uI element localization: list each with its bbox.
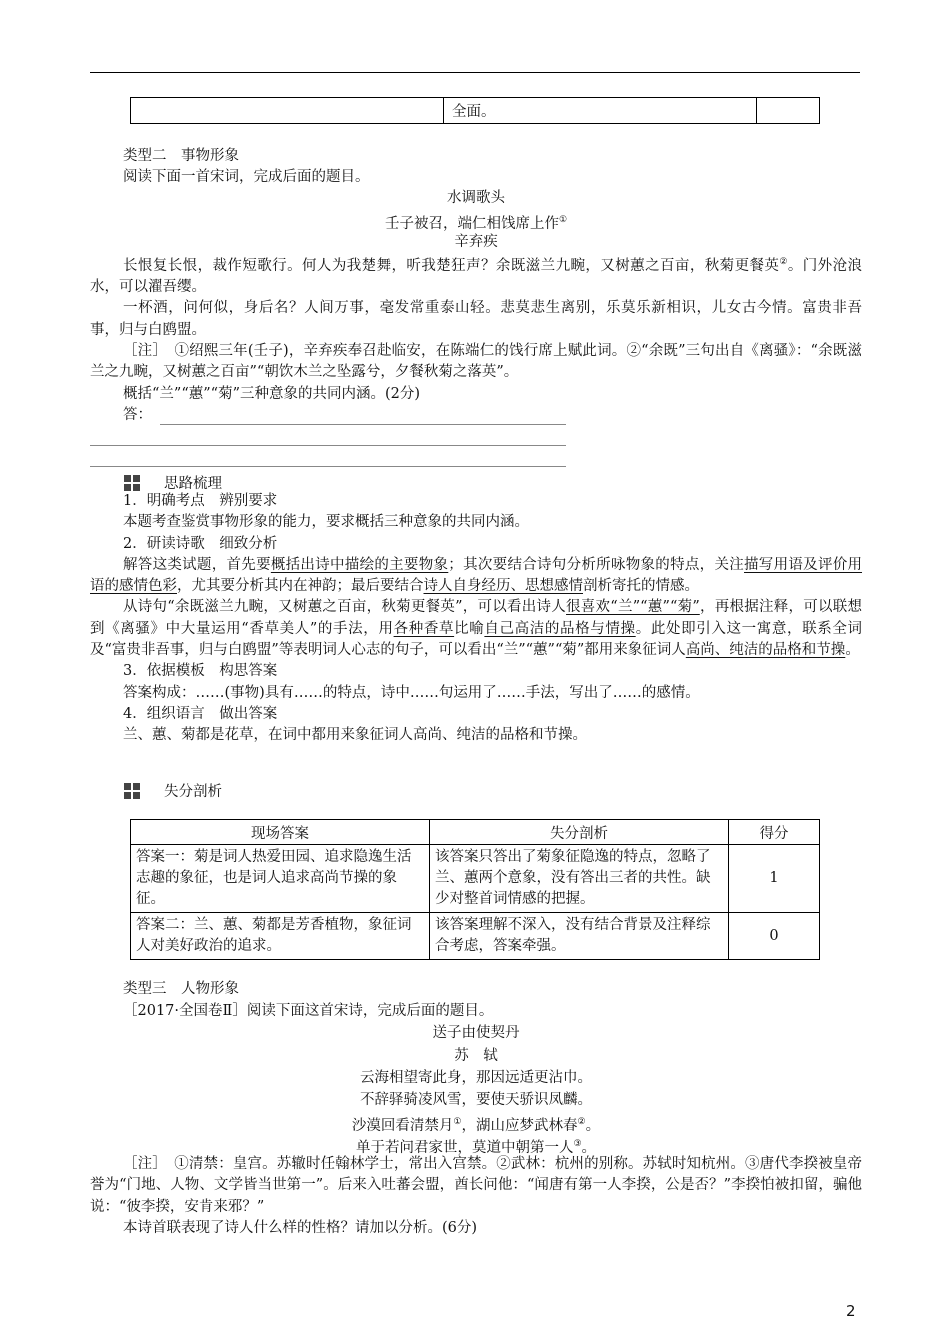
step-text: 兰、蕙、菊都是花草，在词中都用来象征词人高尚、纯洁的品格和节操。 [123,727,587,744]
answer-line[interactable] [90,466,566,467]
loss-heading: 失分剖析 [124,780,222,801]
poem-title: 送子由使契丹 [432,1025,520,1041]
step-paragraph: 解答这类试题，首先要概括出诗中描绘的主要物象；其次要结合诗句分析所咏物象的特点，关注描写用语及评价用语的感情色彩，尤其要分析其内在神韵；最后要结合诗人自身经历、思想感情剖析寄托的情感。 [90,556,863,595]
poem-note: ［注］ ①绍熙三年(壬子)，辛弃疾奉召赴临安，在陈端仁的饯行席上赋此词。②“余既”三句出自《离骚》：“余既滋兰之九畹，又树蕙之百亩”“朝饮木兰之坠露兮，夕餐秋菊之落英”。 [90,343,862,381]
score-cell: 1 [729,845,820,913]
answer-line[interactable] [160,424,566,425]
column-header: 得分 [729,820,820,845]
question: 概括“兰”“蕙”“菊”三种意象的共同内涵。(2分) [123,385,421,402]
table-row [131,913,820,960]
loss-table [130,819,820,960]
square-grid-icon [124,475,140,491]
answer-cell: 答案二：兰、蕙、菊都是芳香植物，象征词人对美好政治的追求。 [131,913,430,960]
poem-line: 单于若问君家世，莫道中朝第一人③。 [355,1139,597,1156]
poem-author: 辛弃疾 [454,234,498,250]
section-heading: 类型三 人物形象 [123,981,239,997]
column-header: 失分剖析 [430,820,729,845]
poem-paragraph-2: 一杯酒，问何似，身后名？人间万事，毫发常重泰山轻。悲莫悲生离别，乐莫乐新相识，儿女古今情。富贵非吾事，归与白鸥盟。 [90,300,862,338]
step-text: 本题考查鉴赏事物形象的能力，要求概括三种意象的共同内涵。 [123,514,529,531]
poem-line: 云海相望寄此身，那因远适更沾巾。 [360,1070,592,1086]
step-title: 2．研读诗歌 细致分析 [123,535,278,552]
poem-body [90,252,862,426]
section-heading: 类型二 事物形象 [123,148,239,164]
table-row [131,845,820,913]
poem-note: ［注］ ①清禁：皇宫。苏辙时任翰林学士，常出入宫禁。②武林：杭州的别称。苏轼时知杭州。③唐代李揆被皇帝誉为“门地、人物、文学皆当世第一”。后来入吐蕃会盟，酋长问他：“闻唐有第一人李揆，公是否？”李揆怕被扣留，骗他说：“彼李揆，安肯来邪？” [90,1156,862,1215]
poem-title: 水调歌头 [447,190,505,206]
answer-line[interactable] [90,445,566,446]
analysis-cell: 该答案理解不深入，没有结合背景及注释综合考虑，答案牵强。 [430,913,729,960]
page-number: 2 [846,1302,856,1320]
continued-table [130,97,820,124]
analysis-heading: 思路梳理 [124,472,222,493]
answer-label: 答： [123,406,152,423]
table-cell: 全面。 [444,98,757,124]
square-grid-icon [124,783,140,799]
poem-line: 不辞驿骑凌风雪，要使天骄识凤麟。 [360,1092,592,1108]
instruction: 阅读下面一首宋词，完成后面的题目。 [123,169,370,185]
analysis-body [90,491,862,747]
analysis-cell: 该答案只答出了菊象征隐逸的特点，忽略了兰、蕙两个意象，没有答出三者的共性。缺少对整首词情感的把握。 [430,845,729,913]
answer-cell: 答案一：菊是词人热爱田园、追求隐逸生活志趣的象征，也是词人追求高尚节操的象征。 [131,845,430,913]
step-title: 1．明确考点 辨别要求 [123,493,278,509]
poem2-notes [90,1154,862,1239]
header-rule [90,72,860,73]
question: 本诗首联表现了诗人什么样的性格？请加以分析。(6分) [123,1219,478,1236]
poem-author: 苏 轼 [454,1048,498,1064]
score-cell: 0 [729,913,820,960]
step-title: 3．依据模板 构思答案 [123,663,278,680]
step-title: 4．组织语言 做出答案 [123,705,278,722]
step-paragraph: 从诗句“余既滋兰九畹，又树蕙之百亩，秋菊更餐英”，可以看出诗人很喜欢“兰”“蕙”“菊”，再根据注释，可以联想到《离骚》中大量运用“香草美人”的手法，用各种香草比喻自己高洁的品格与情操。此处即引入这一寓意，联系全词及“富贵非吾事，归与白鸥盟”等表明词人心志的句子，可以看出“兰”“蕙”“菊”都用来象征词人高尚、纯洁的品格和节操。 [90,599,863,659]
step-text: 答案构成：……(事物)具有……的特点，诗中……句运用了……手法，写出了……的感情。 [123,684,700,701]
instruction: ［2017·全国卷Ⅱ］阅读下面这首宋诗，完成后面的题目。 [123,1003,494,1019]
poem-line: 沙漠回看清禁月①，湖山应梦武林春②。 [351,1117,601,1134]
column-header: 现场答案 [131,820,430,845]
poem-subtitle: 壬子被召，端仁相饯席上作① [384,215,568,232]
poem-paragraph-1: 长恨复长恨，裁作短歌行。何人为我楚舞，听我楚狂声？余既滋兰九畹，又树蕙之百亩，秋菊更餐英②。门外沧浪水，可以濯吾缨。 [90,257,863,296]
